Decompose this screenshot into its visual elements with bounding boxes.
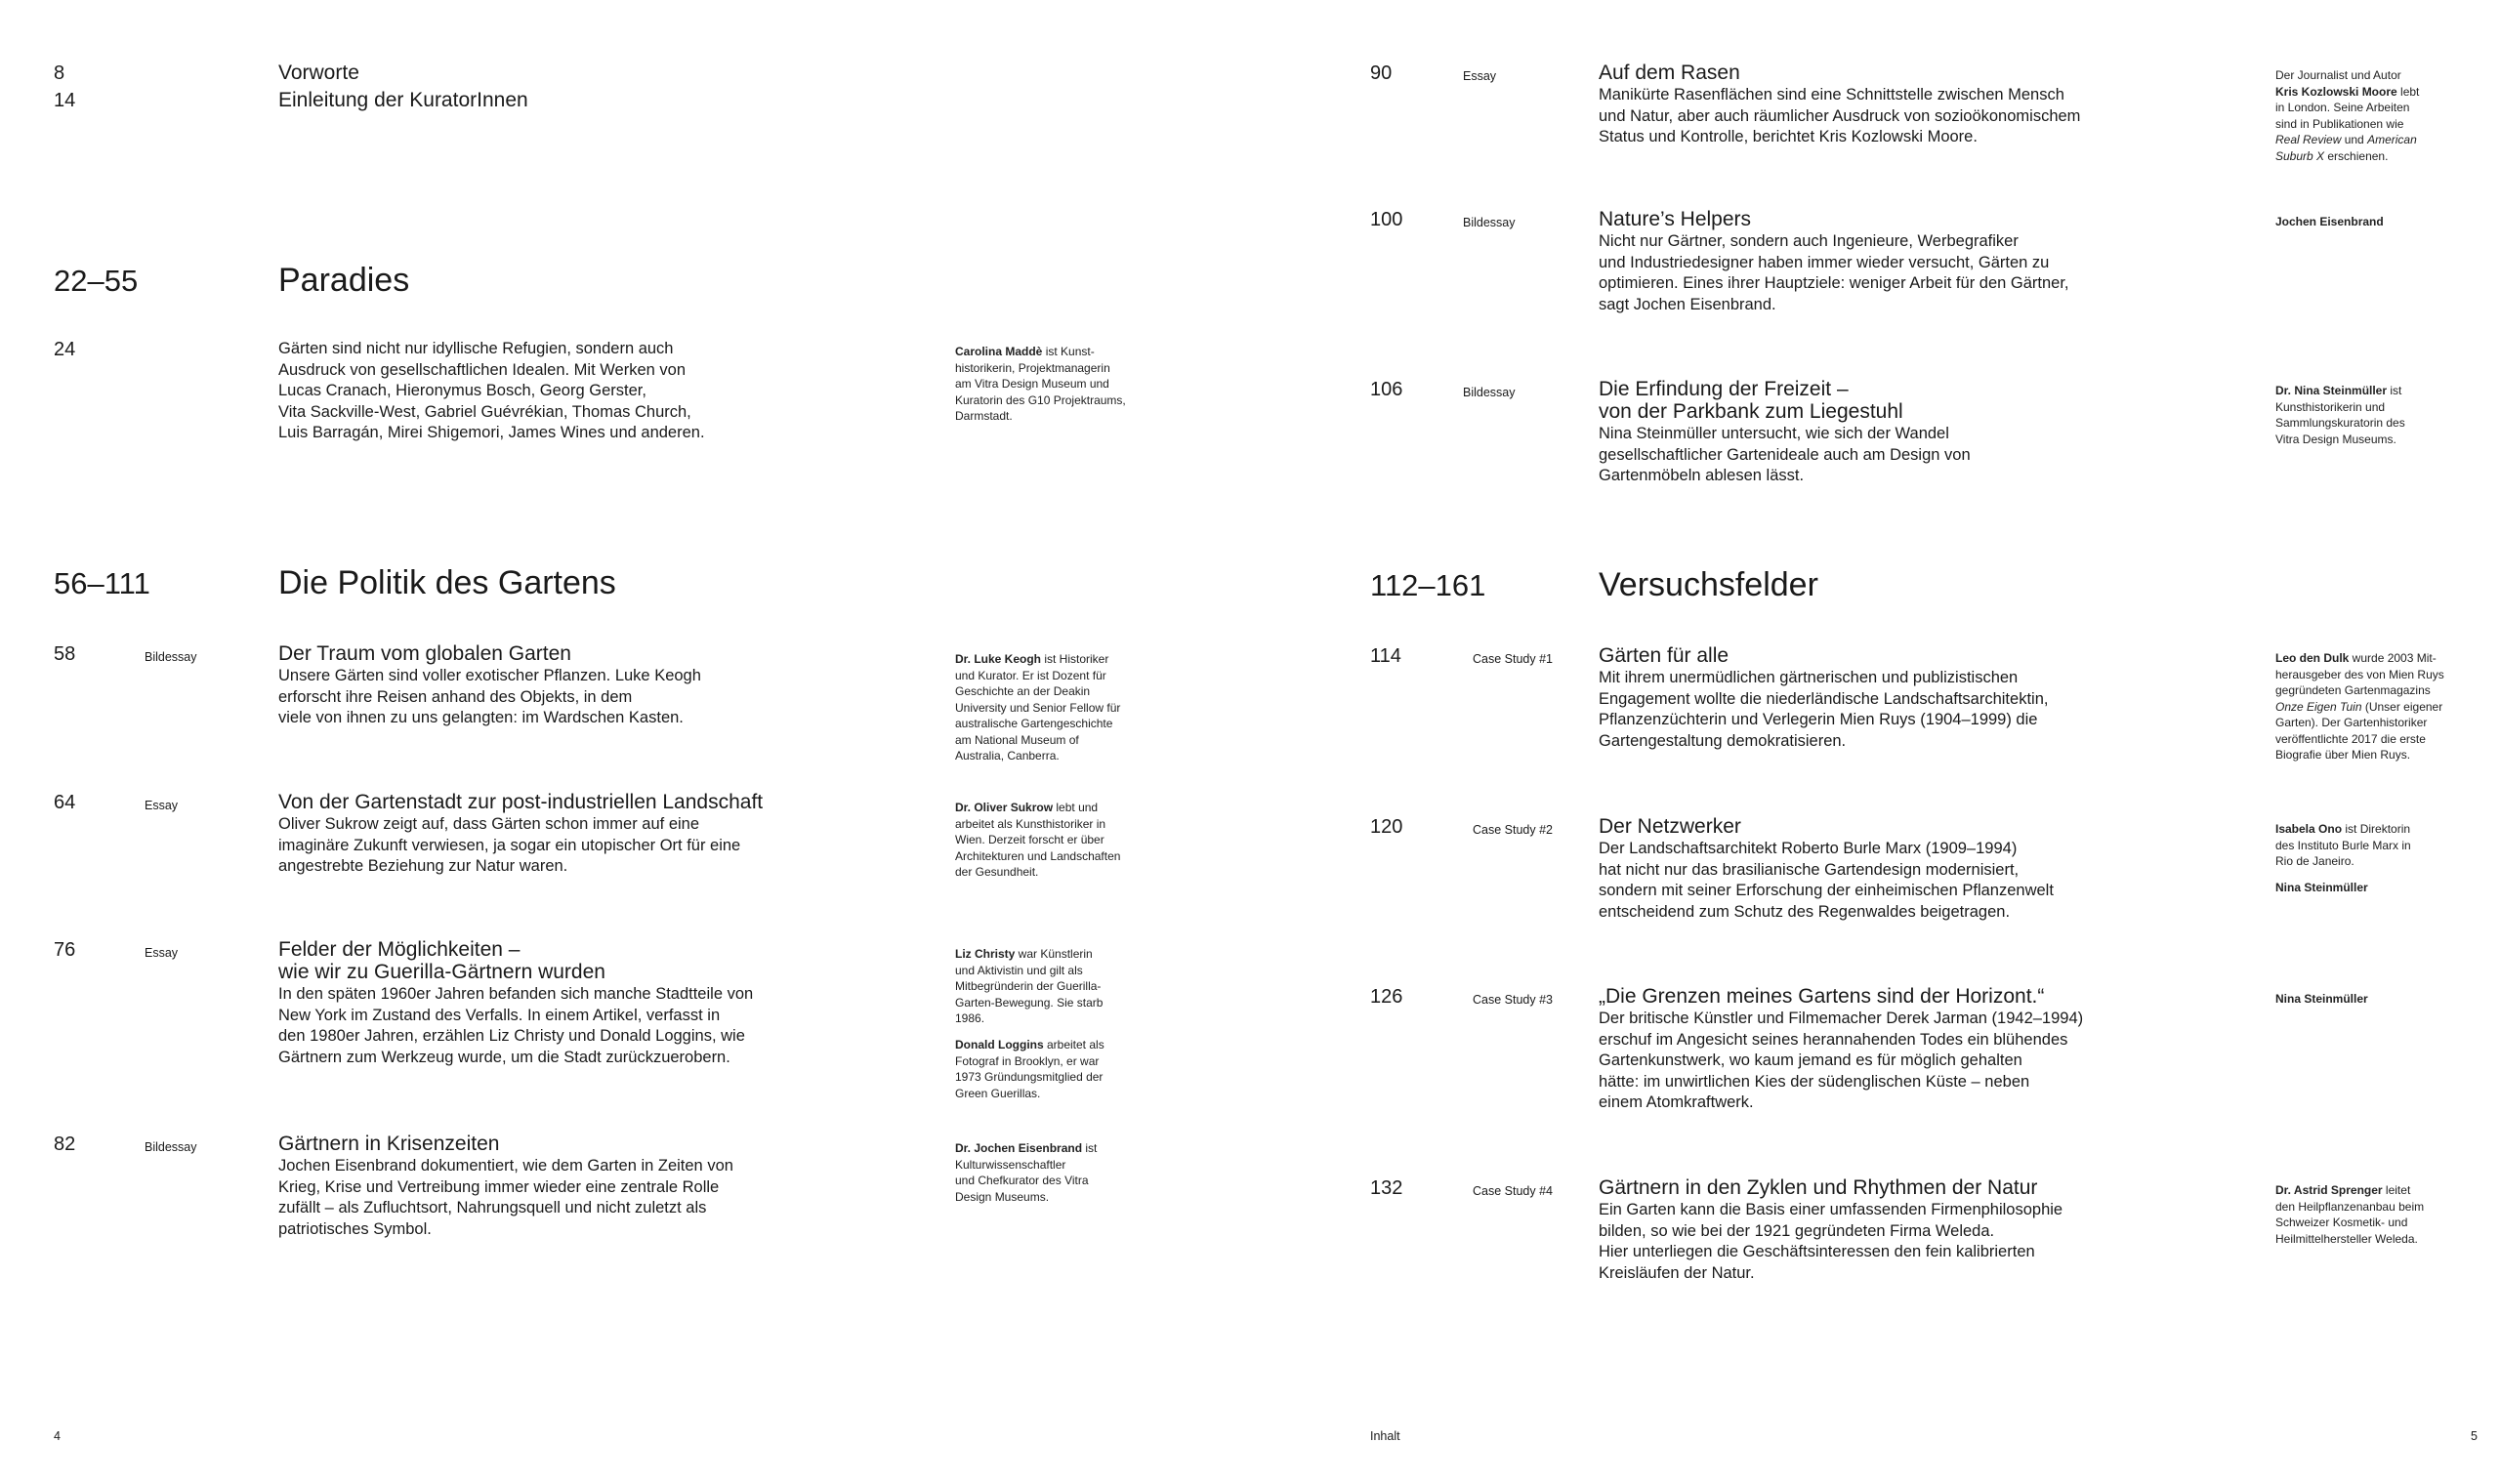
section-title[interactable]: Versuchsfelder [1599, 566, 1818, 603]
entry-description: Unsere Gärten sind voller exotischer Pflanzen. Luke Keogh erforscht ihre Reisen anhand des Objekts, in dem viele von ihnen zu uns gelangten: im Wardschen Kasten. [278, 667, 701, 726]
entry-type: Bildessay [145, 650, 197, 664]
entry-description: Nina Steinmüller untersucht, wie sich der Wandel gesellschaftlicher Gartenideale auch am Design von Gartenmöbeln ablesen lässt. [1599, 425, 1971, 484]
entry-type: Essay [1463, 69, 1497, 83]
author-bio: Dr. Astrid Sprenger leitet den Heilpflanzenanbau beim Schweizer Kosmetik- und Heilmittelhersteller Weleda. [2275, 1183, 2425, 1246]
page-number: 90 [1370, 62, 1393, 84]
page-number: 82 [54, 1134, 76, 1155]
author-bio: Nina Steinmüller [2275, 992, 2368, 1006]
page-number: 132 [1370, 1177, 1403, 1199]
author-bio: Dr. Oliver Sukrow lebt und arbeitet als Kunsthistoriker in Wien. Derzeit forscht er über Architekturen und Landschaften der Gesundheit. [955, 801, 1121, 879]
toc-title[interactable]: Von der Gartenstadt zur post-industriellen Landschaft [278, 791, 764, 813]
entry-type: Case Study #3 [1473, 993, 1553, 1007]
page-number: 126 [1370, 986, 1403, 1008]
entry-description: Gärten sind nicht nur idyllische Refugien, sondern auch Ausdruck von gesellschaftlichen Idealen. Mit Werken von Lucas Cranach, Hieronymus Bosch, Georg Gerster, Vita Sackville-West, Gabriel Guévrékian, Thomas Church, Luis Barragán, Mirei Shigemori, James Wines und anderen. [278, 340, 705, 441]
entry-description: Der Landschaftsarchitekt Roberto Burle Marx (1909–1994) hat nicht nur das brasilianische Gartendesign modernisiert, sondern mit seiner Erforschung der einheimischen Pflanzenwelt entscheidend zum Schutz des Regenwaldes beigetragen. [1599, 840, 2054, 921]
author-bio: Dr. Jochen Eisenbrand ist Kulturwissenschaftler und Chefkurator des Vitra Design Museums. [955, 1141, 1098, 1204]
folio-right: 5 [2471, 1429, 2478, 1443]
toc-title[interactable]: Auf dem Rasen [1599, 62, 1740, 84]
section-range: 112–161 [1370, 568, 1486, 602]
entry-type: Case Study #2 [1473, 823, 1553, 837]
author-bio: Dr. Nina Steinmüller ist Kunsthistorikerin und Sammlungskuratorin des Vitra Design Museums. [2275, 384, 2405, 446]
page-number: 24 [54, 339, 76, 360]
page-number: 106 [1370, 379, 1403, 400]
author-bio: Nina Steinmüller [2275, 881, 2368, 894]
entry-type: Essay [145, 946, 179, 960]
page-number: 100 [1370, 209, 1403, 230]
entry-type: Bildessay [145, 1140, 197, 1154]
toc-title[interactable]: Vorworte [278, 62, 359, 84]
author-bio: Dr. Luke Keogh ist Historiker und Kurator. Er ist Dozent für Geschichte an der Deakin University und Senior Fellow für australische Gartengeschichte am National Museum of Australia, Canberra. [955, 652, 1121, 763]
running-footer: Inhalt [1370, 1429, 1400, 1443]
page-number: 58 [54, 643, 76, 665]
toc-title[interactable]: Der Traum vom globalen Garten [278, 642, 571, 665]
entry-description: Oliver Sukrow zeigt auf, dass Gärten schon immer auf eine imaginäre Zukunft verwiesen, ja sogar ein utopischer Ort für eine angestrebte Beziehung zur Natur waren. [278, 815, 741, 875]
page-number: 120 [1370, 816, 1403, 838]
entry-description: Mit ihrem unermüdlichen gärtnerischen und publizistischen Engagement wollte die niederländische Landschaftsarchitektin, Pflanzenzüchterin und Verlegerin Mien Ruys (1904–1999) die Gartengestaltung demokratisieren. [1599, 669, 2049, 750]
entry-type: Essay [145, 799, 179, 812]
folio-left: 4 [54, 1429, 61, 1443]
author-bio: Jochen Eisenbrand [2275, 215, 2384, 228]
toc-title[interactable]: Gärtnern in Krisenzeiten [278, 1133, 500, 1155]
section-title[interactable]: Paradies [278, 262, 410, 299]
author-bio: Donald Loggins arbeitet als Fotograf in Brooklyn, er war 1973 Gründungsmitglied der Green Guerillas. [955, 1038, 1104, 1100]
entry-type: Bildessay [1463, 216, 1516, 229]
page-number: 114 [1370, 645, 1401, 667]
entry-description: Nicht nur Gärtner, sondern auch Ingenieure, Werbegrafiker und Industriedesigner haben immer wieder versucht, Gärten zu optimieren. Eines ihrer Hauptziele: weniger Arbeit für den Gärtner, sagt Jochen Eisenbrand. [1599, 232, 2069, 313]
section-range: 22–55 [54, 264, 139, 298]
page-number: 64 [54, 792, 76, 813]
toc-title[interactable]: Der Netzwerker [1599, 815, 1741, 838]
author-bio: Leo den Dulk wurde 2003 Mit- herausgeber des von Mien Ruys gegründeten Gartenmagazins Onze Eigen Tuin (Unser eigener Garten). Der Gartenhistoriker veröffentlichte 2017 die erste Biografie über Mien Ruys. [2275, 651, 2444, 762]
toc-title[interactable]: Gärten für alle [1599, 644, 1729, 667]
entry-description: Ein Garten kann die Basis einer umfassenden Firmenphilosophie bilden, so wie bei der 1921 gegründeten Firma Weleda. Hier unterliegen die Geschäftsinteressen den fein kalibrierten Kreisläufen der Natur. [1599, 1201, 2063, 1282]
toc-title[interactable]: „Die Grenzen meines Gartens sind der Horizont.“ [1599, 985, 2045, 1008]
entry-description: Jochen Eisenbrand dokumentiert, wie dem Garten in Zeiten von Krieg, Krise und Vertreibung immer wieder eine zentrale Rolle zufällt – als Zufluchtsort, Nahrungsquell und nicht zuletzt als patriotisches Symbol. [278, 1157, 733, 1238]
entry-type: Case Study #4 [1473, 1184, 1553, 1198]
toc-title[interactable]: Einleitung der KuratorInnen [278, 89, 528, 111]
entry-description: Der britische Künstler und Filmemacher Derek Jarman (1942–1994) erschuf im Angesicht seines herannahenden Todes ein blühendes Gartenkunstwerk, wo kaum jemand es für möglich gehalten hätte: im unwirtlichen Kies der südenglischen Küste – neben einem Atomkraftwerk. [1599, 1010, 2084, 1111]
page-number: 76 [54, 939, 76, 961]
author-bio: Carolina Maddè ist Kunst- historikerin, Projektmanagerin am Vitra Design Museum und Kuratorin des G10 Projektraums, Darmstadt. [955, 345, 1126, 423]
entry-type: Bildessay [1463, 386, 1516, 399]
section-title[interactable]: Die Politik des Gartens [278, 564, 616, 601]
author-bio: Der Journalist und Autor Kris Kozlowski Moore lebt in London. Seine Arbeiten sind in Publikationen wie Real Review und American Suburb X erschienen. [2275, 68, 2420, 163]
page-number: 14 [54, 90, 76, 111]
author-bio: Liz Christy war Künstlerin und Aktivistin und gilt als Mitbegründerin der Guerilla- Garten-Bewegung. Sie starb 1986. [955, 947, 1104, 1025]
entry-type: Case Study #1 [1473, 652, 1553, 666]
toc-title[interactable]: Gärtnern in den Zyklen und Rhythmen der Natur [1599, 1176, 2038, 1199]
page-number: 8 [54, 62, 65, 84]
author-bio: Isabela Ono ist Direktorin des Instituto Burle Marx in Rio de Janeiro. [2275, 822, 2411, 868]
toc-title[interactable]: Nature’s Helpers [1599, 208, 1752, 230]
toc-title[interactable]: Felder der Möglichkeiten – wie wir zu Guerilla-Gärtnern wurden [278, 938, 605, 983]
toc-title[interactable]: Die Erfindung der Freizeit – von der Parkbank zum Liegestuhl [1599, 378, 1903, 423]
entry-description: In den späten 1960er Jahren befanden sich manche Stadtteile von New York im Zustand des Verfalls. In einem Artikel, verfasst in den 1980er Jahren, erzählen Liz Christy und Donald Loggins, wie Gärtnern zum Werkzeug wurde, um die Stadt zurückzuerobern. [278, 985, 754, 1066]
entry-description: Manikürte Rasenflächen sind eine Schnittstelle zwischen Mensch und Natur, aber auch räumlicher Ausdruck von sozioökonomischem Status und Kontrolle, berichtet Kris Kozlowski Moore. [1599, 86, 2081, 145]
section-range: 56–111 [54, 566, 150, 600]
